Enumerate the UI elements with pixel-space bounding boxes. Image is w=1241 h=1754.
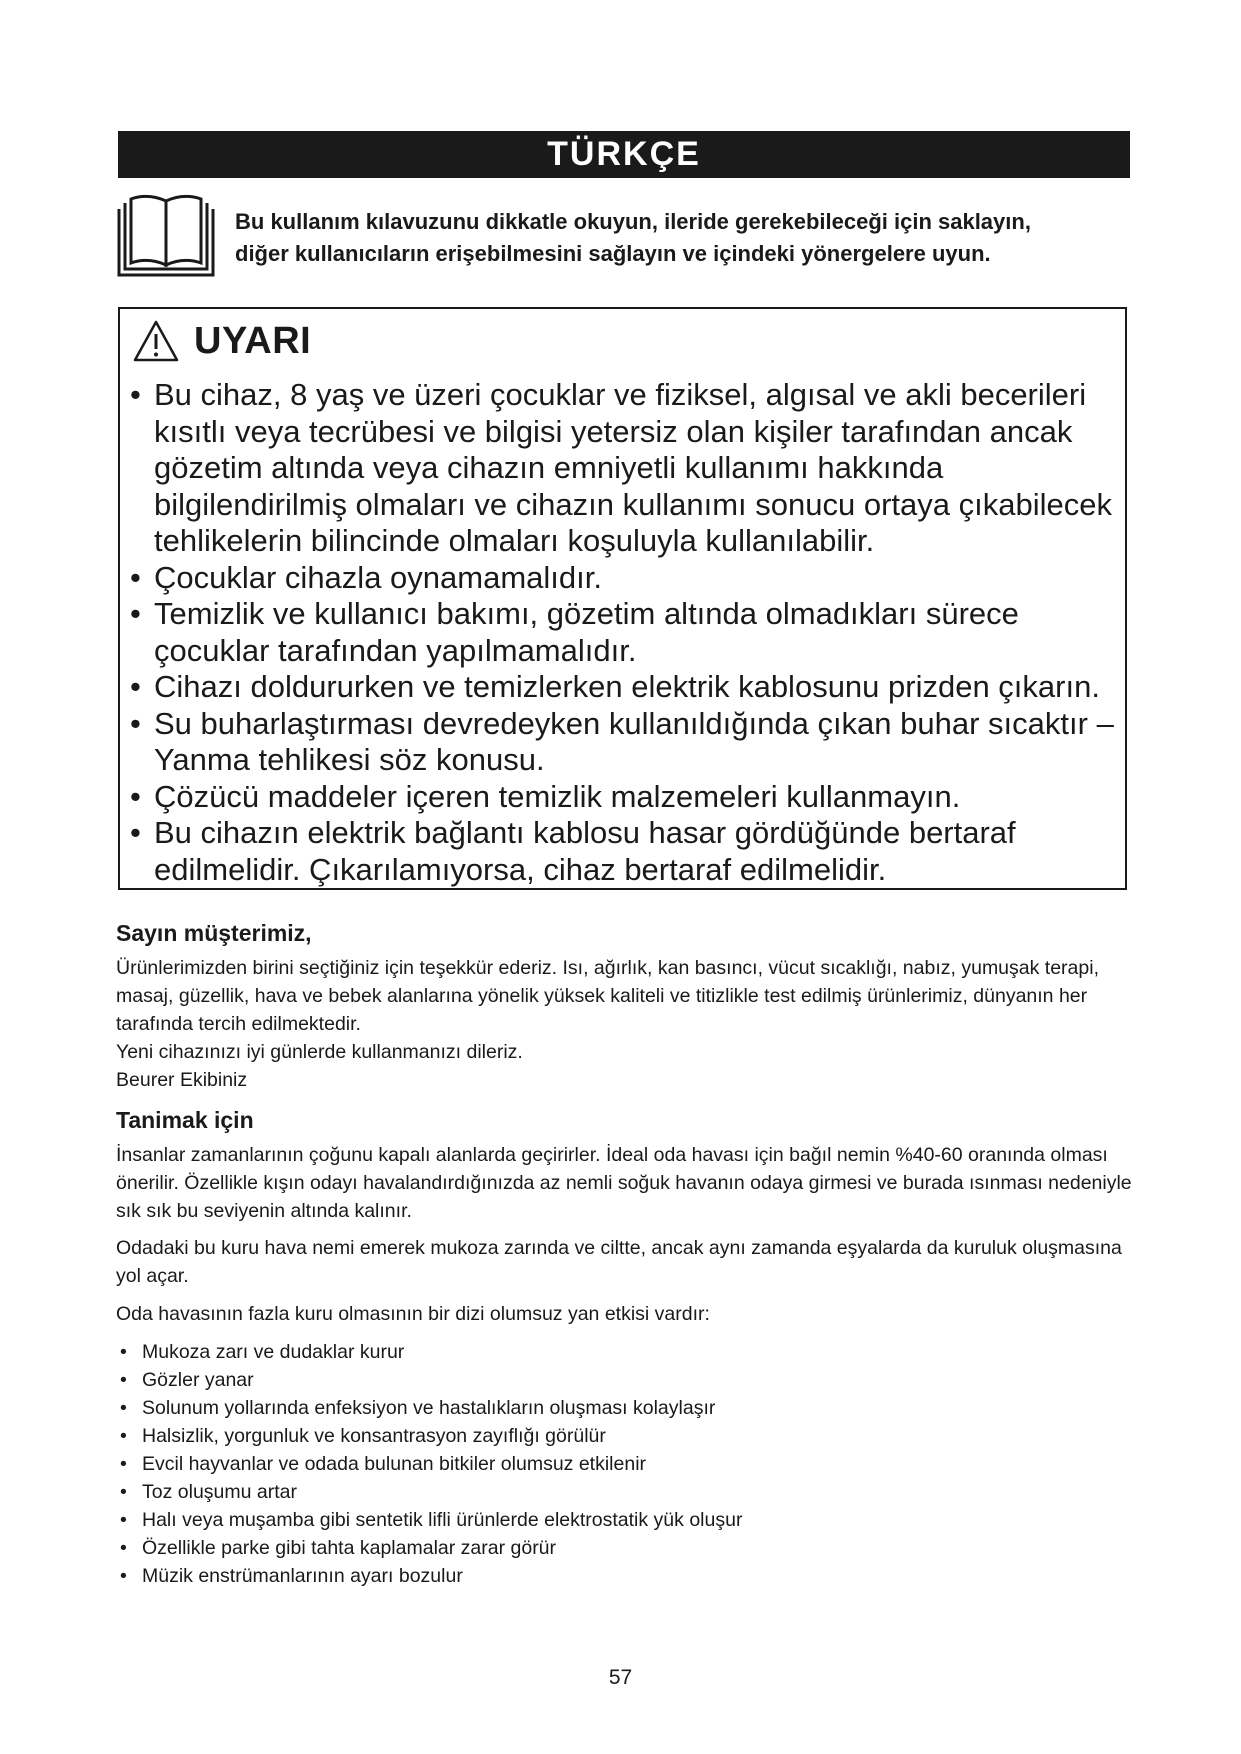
effect-item: • Evcil hayvanlar ve odada bulunan bitkiler olumsuz etkilenir [116,1450,1116,1478]
intro-section-title: Tanimak için [116,1107,254,1133]
intro-paragraph: Oda havasının fazla kuru olmasının bir dizi olumsuz yan etkisi vardır: [116,1303,710,1325]
effect-item: • Gözler yanar [116,1366,1116,1394]
effect-item: • Toz oluşumu artar [116,1478,1116,1506]
warning-box [118,307,1127,890]
effect-item: • Halı veya muşamba gibi sentetik lifli ürünlerde elektrostatik yük oluşur [116,1506,1116,1534]
effect-item: • Müzik enstrümanlarının ayarı bozulur [116,1562,1116,1590]
effect-item: • Halsizlik, yorgunluk ve konsantrasyon zayıflığı görülür [116,1422,1116,1450]
intro-text [235,206,1135,270]
warning-item: • Su buharlaştırması devredeyken kullanıldığında çıkan buhar sıcaktır – Yanma tehlikesi söz konusu. [130,706,1115,779]
effect-item: • Özellikle parke gibi tahta kaplamalar zarar görür [116,1534,1116,1562]
warning-triangle-icon [132,319,180,363]
intro-paragraph: Odadaki bu kuru hava nemi emerek mukoza zarında ve ciltte, ancak aynı zamanda eşyalarda da kuruluk oluşmasına yol açar. [116,1237,1122,1287]
warning-item: • Çocuklar cihazla oynamamalıdır. [130,560,1115,597]
intro-paragraph: İnsanlar zamanlarının çoğunu kapalı alanlarda geçirirler. İdeal oda havası için bağıl nemin %40-60 oranında olması önerilir. Özellikle kışın odayı havalandırdığınızda az nemli soğuk havanın odaya girmesi ve burada ısınması nedeniyle sık sık bu seviyenin altında kalınır. [116,1144,1132,1222]
warning-title: UYARI [194,319,312,362]
language-header [118,131,1130,178]
warning-item: • Bu cihaz, 8 yaş ve üzeri çocuklar ve fiziksel, algısal ve akli becerileri kısıtlı veya tecrübesi ve bilgisi yetersiz olan kişiler tarafından ancak gözetim altında veya cihazın emniyetli kullanımı hakkında bilgilendirilmiş olmaları ve cihazın kullanımı sonucu ortaya çıkabilecek tehlikelerin bilincinde olmaları koşuluyla kullanılabilir. [130,377,1115,560]
effects-list [116,1338,1116,1590]
warning-list [130,377,1115,888]
effect-item: • Mukoza zarı ve dudaklar kurur [116,1338,1116,1366]
greeting-signature: Beurer Ekibiniz [116,1069,248,1091]
warning-item: • Temizlik ve kullanıcı bakımı, gözetim altında olmadıkları sürece çocuklar tarafından yapılmamalıdır. [130,596,1115,669]
warning-item: • Çözücü maddeler içeren temizlik malzemeleri kullanmayın. [130,779,1115,816]
intro-line: Bu kullanım kılavuzunu dikkatle okuyun, ileride gerekebileceği için saklayın, [235,209,1031,234]
warning-item: • Cihazı doldururken ve temizlerken elektrik kablosunu prizden çıkarın. [130,669,1115,706]
page-number: 57 [608,1666,633,1689]
warning-header [132,319,311,363]
intro-line: diğer kullanıcıların erişebilmesini sağlayın ve içindeki yönergelere uyun. [235,241,991,266]
greeting-paragraph: Ürünlerimizden birini seçtiğiniz için teşekkür ederiz. Isı, ağırlık, kan basıncı, vücut sıcaklığı, nabız, yumuşak terapi, masaj, güzellik, hava ve bebek alanlarına yönelik yüksek kaliteli ve titizlikle test edilmiş ürünlerimiz, dünyanın her tarafında tercih edilmektedir. [116,957,1099,1035]
warning-item: • Bu cihazın elektrik bağlantı kablosu hasar gördüğünde bertaraf edilmelidir. Çıkarılamıyorsa, cihaz bertaraf edilmelidir. [130,815,1115,888]
language-title: TÜRKÇE [547,135,701,173]
greeting-wish: Yeni cihazınızı iyi günlerde kullanmanızı dileriz. [116,1041,523,1063]
greeting-title: Sayın müşterimiz, [116,920,312,946]
effect-item: • Solunum yollarında enfeksiyon ve hastalıkların oluşması kolaylaşır [116,1394,1116,1422]
book-icon [116,193,216,277]
